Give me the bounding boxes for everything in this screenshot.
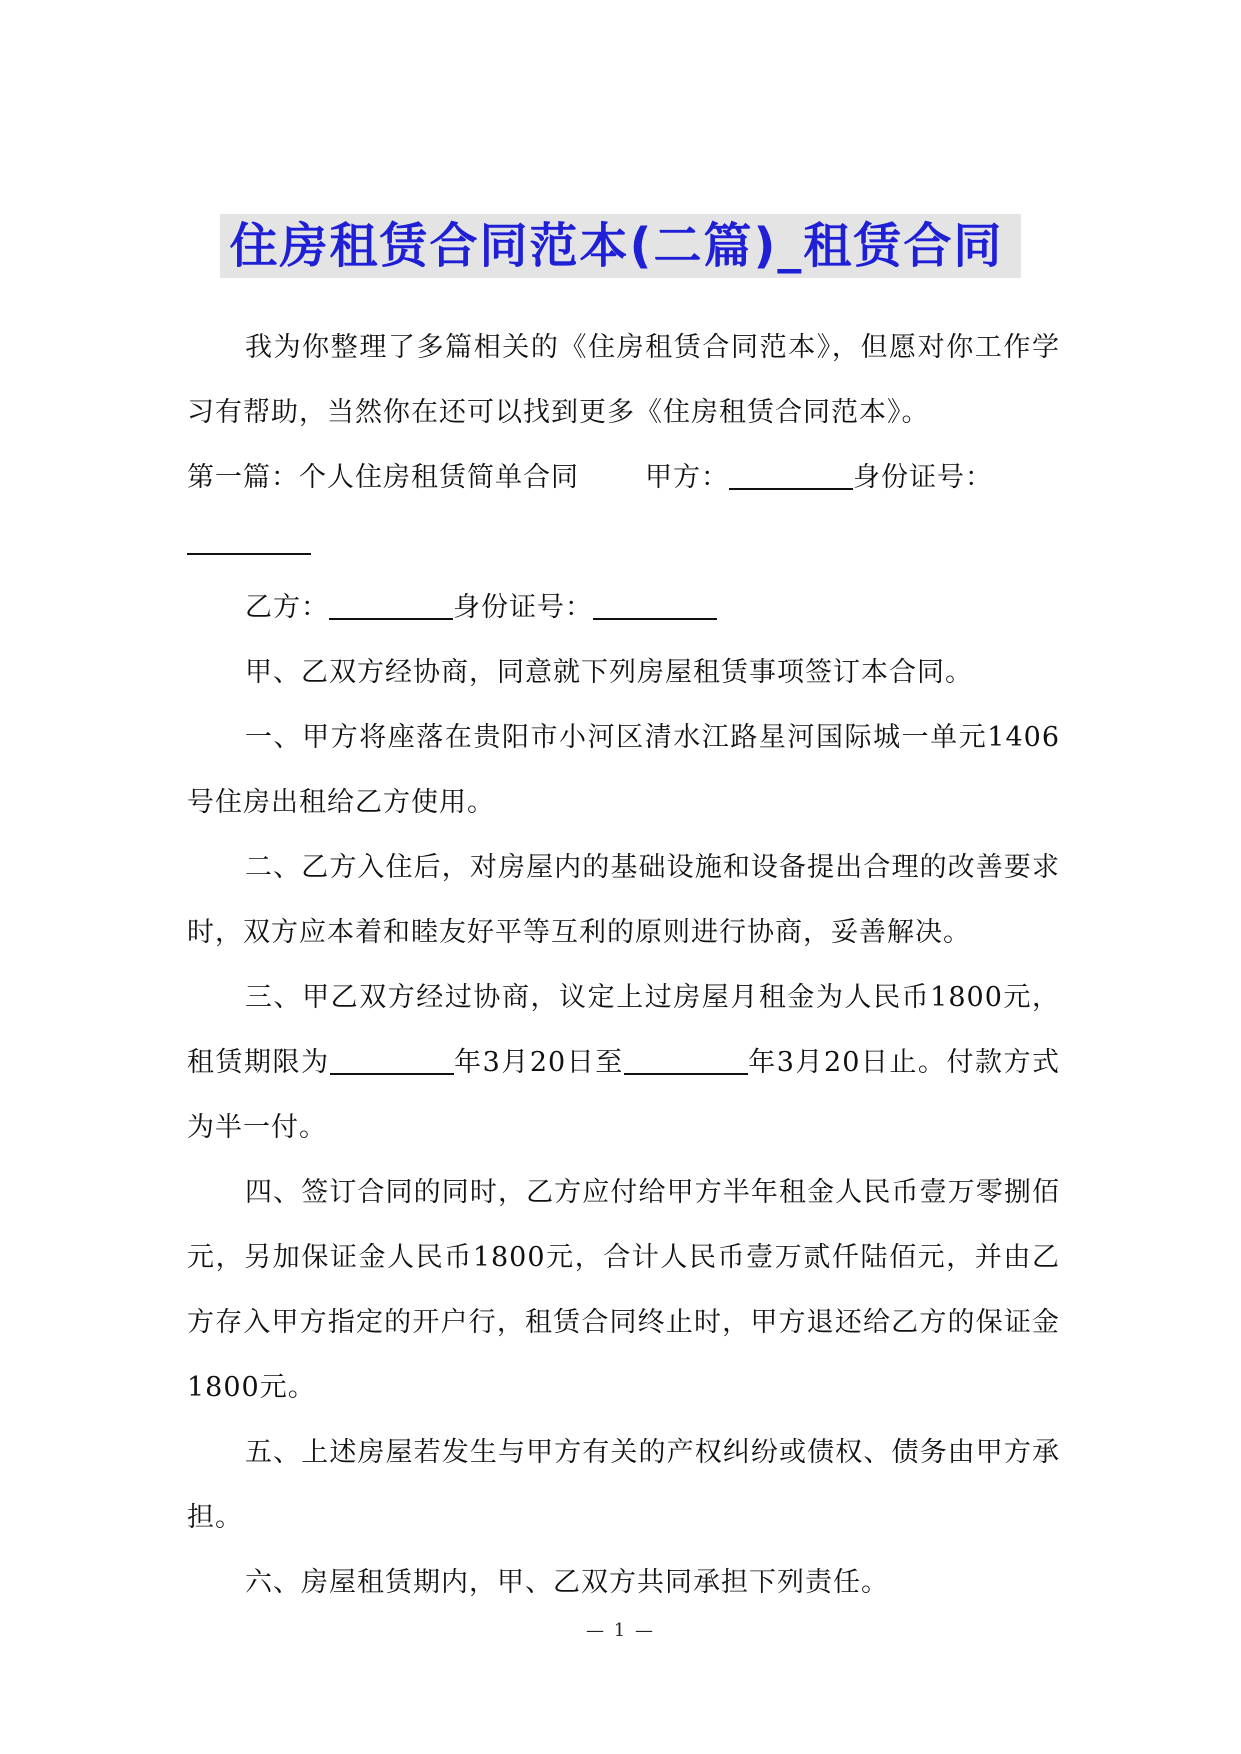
party-a-id-label: 身份证号： — [853, 462, 993, 493]
section-heading: 第一篇：个人住房租赁简单合同 — [187, 462, 579, 493]
lease-end-year-blank — [624, 1045, 748, 1075]
clause-3-part-1: 三、甲乙双方经过协商，议定上过房屋月租金为人民币1800元，租赁期限为 — [187, 982, 1060, 1078]
party-b-id-label: 身份证号： — [453, 592, 593, 623]
party-a-label: 甲方： — [645, 462, 729, 493]
clause-4: 四、签订合同的同时，乙方应付给甲方半年租金人民币壹万零捌佰元，另加保证金人民币1800元，合计人民币壹万贰仟陆佰元，并由乙方存入甲方指定的开户行，租赁合同终止时，甲方退还给乙方的保证金1800元。 — [187, 1177, 1060, 1403]
clause-1: 一、甲方将座落在贵阳市小河区清水江路星河国际城一单元1406号住房出租给乙方使用。 — [187, 722, 1060, 818]
party-a-id-line — [187, 510, 1060, 575]
document-body — [187, 315, 1060, 1615]
party-b-blank — [329, 590, 453, 620]
contract-header-line — [187, 445, 1060, 510]
document-title: 住房租赁合同范本(二篇)_租赁合同 — [220, 214, 1022, 278]
party-b-label: 乙方： — [245, 592, 329, 623]
party-a-blank — [729, 460, 853, 490]
page-number: — 1 — — [586, 1620, 655, 1641]
party-b-id-blank — [593, 590, 717, 620]
title-wrap — [0, 214, 1241, 278]
clause-2: 二、乙方入住后，对房屋内的基础设施和设备提出合理的改善要求时，双方应本着和睦友好平等互利的原则进行协商，妥善解决。 — [187, 852, 1060, 948]
lease-start-year-blank — [330, 1045, 454, 1075]
agreement-paragraph: 甲、乙双方经协商，同意就下列房屋租赁事项签订本合同。 — [245, 657, 973, 688]
clause-3 — [187, 965, 1060, 1160]
intro-paragraph: 我为你整理了多篇相关的《住房租赁合同范本》，但愿对你工作学习有帮助，当然你在还可以找到更多《住房租赁合同范本》。 — [187, 332, 1060, 428]
clause-5: 五、上述房屋若发生与甲方有关的产权纠纷或债权、债务由甲方承担。 — [187, 1437, 1060, 1533]
party-b-line — [187, 575, 1060, 640]
clause-6: 六、房屋租赁期内，甲、乙双方共同承担下列责任。 — [245, 1567, 889, 1598]
party-a-id-blank — [187, 525, 311, 555]
clause-3-part-3: 年3月20日止。付款方式为半一付。 — [187, 1047, 1060, 1143]
clause-3-part-2: 年3月20日至 — [453, 1047, 624, 1078]
